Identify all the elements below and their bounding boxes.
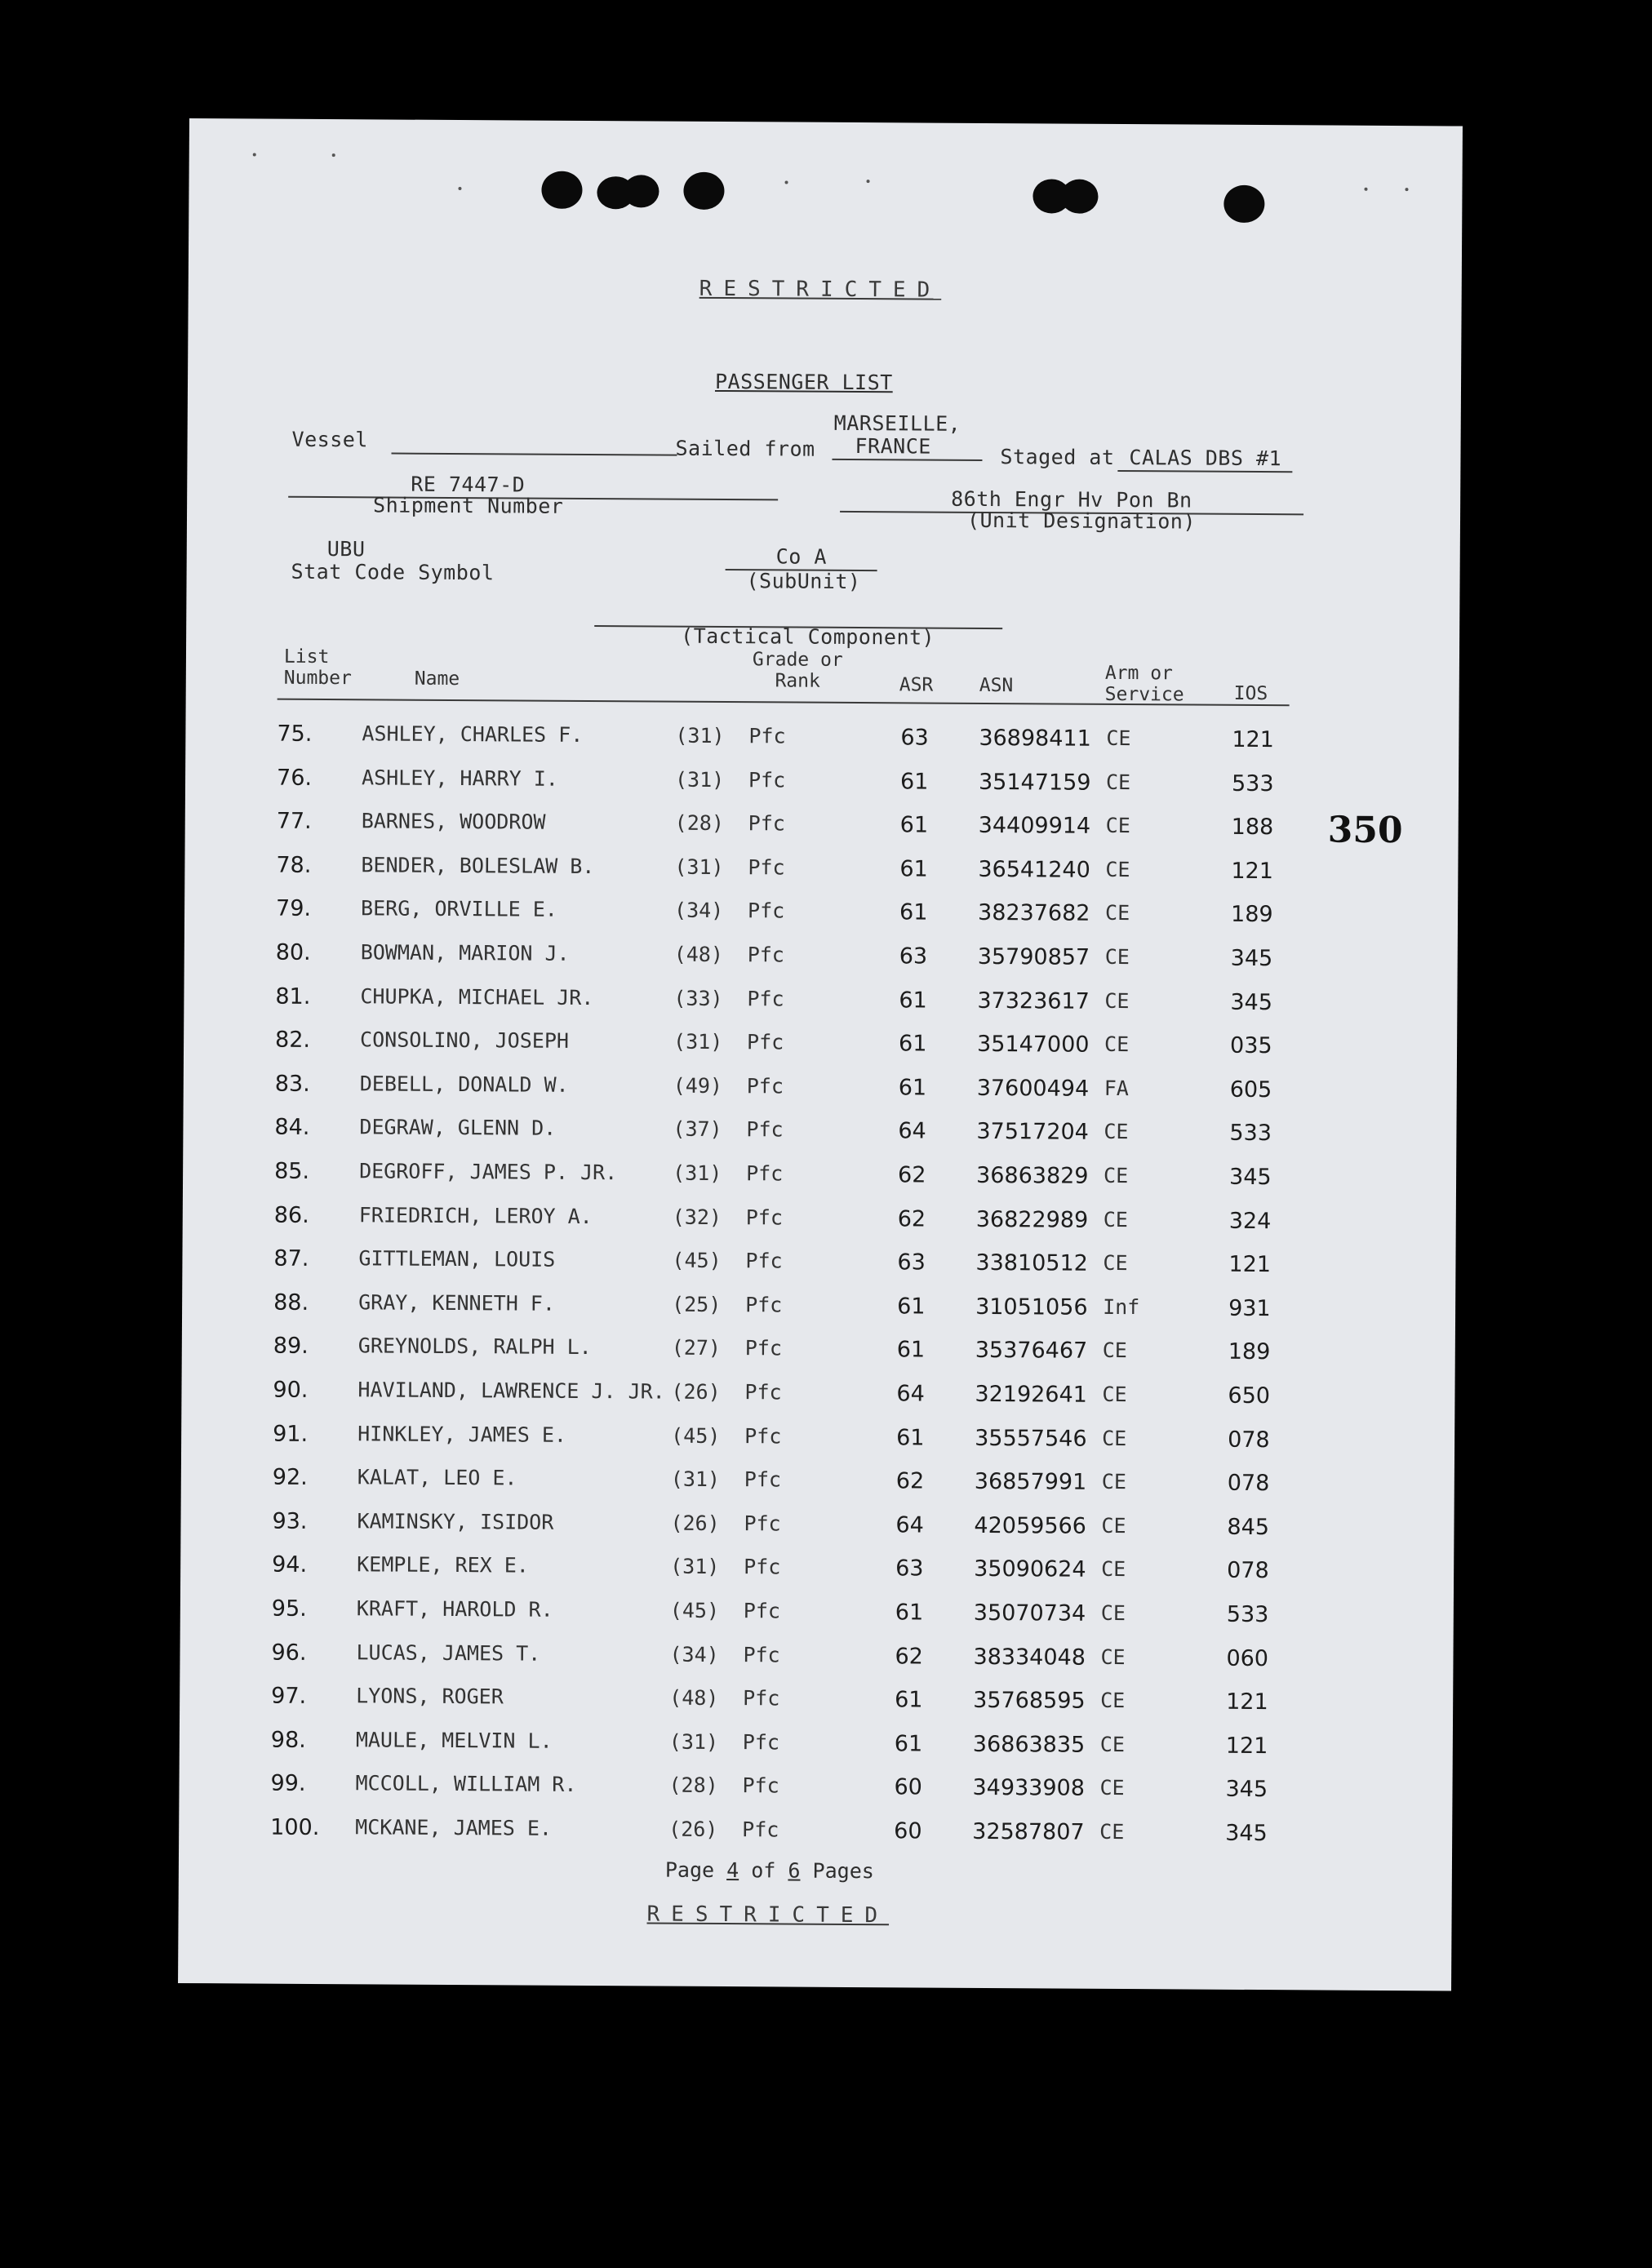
- table-row: [185, 808, 1459, 860]
- arm-service-cell: CE: [1104, 1163, 1129, 1188]
- grade-cell: Pfc: [743, 1686, 780, 1711]
- asn-cell: 42059566: [974, 1512, 1087, 1539]
- ios-cell: 345: [1229, 1164, 1272, 1191]
- header-grade: [753, 649, 843, 692]
- passenger-name-cell: HAVILAND, LAWRENCE J. JR.: [357, 1378, 665, 1404]
- arm-service-cell: CE: [1104, 944, 1130, 970]
- header-asr: ASR: [899, 674, 934, 696]
- punch-hole-icon: [623, 175, 659, 207]
- age-code-cell: (31): [674, 767, 725, 792]
- header-grade-line1: Grade or: [752, 649, 843, 671]
- age-code-cell: (45): [669, 1598, 720, 1622]
- table-row: [182, 1333, 1455, 1385]
- asn-cell: 38237682: [977, 900, 1090, 927]
- passenger-name-cell: GREYNOLDS, RALPH L.: [357, 1334, 592, 1360]
- passenger-name-cell: GRAY, KENNETH F.: [358, 1290, 556, 1316]
- grade-cell: Pfc: [748, 767, 786, 792]
- passenger-name-cell: ASHLEY, HARRY I.: [361, 765, 558, 791]
- table-row: [185, 765, 1459, 817]
- grade-cell: Pfc: [742, 1729, 780, 1755]
- asr-cell: 62: [895, 1468, 925, 1494]
- grade-cell: Pfc: [744, 1423, 782, 1449]
- asr-cell: 61: [898, 1075, 927, 1101]
- list-number-cell: 78.: [276, 852, 312, 878]
- arm-service-cell: CE: [1105, 814, 1130, 838]
- asn-cell: 36822989: [975, 1206, 1089, 1233]
- arm-service-cell: CE: [1102, 1382, 1127, 1407]
- asn-cell: 35376467: [975, 1338, 1088, 1365]
- asr-cell: 61: [898, 1031, 927, 1057]
- table-row: [184, 895, 1458, 948]
- list-number-cell: 99.: [270, 1771, 306, 1797]
- arm-service-cell: CE: [1100, 1600, 1126, 1626]
- ios-cell: 605: [1229, 1076, 1272, 1103]
- ios-cell: 845: [1227, 1514, 1270, 1540]
- arm-service-cell: CE: [1104, 1032, 1130, 1057]
- grade-cell: Pfc: [746, 1073, 784, 1098]
- list-number-cell: 98.: [270, 1727, 306, 1753]
- age-code-cell: (32): [672, 1205, 722, 1229]
- arm-service-cell: CE: [1101, 1470, 1127, 1494]
- asr-cell: 61: [895, 1687, 923, 1713]
- table-row: [182, 1289, 1455, 1342]
- asr-cell: 63: [900, 725, 929, 751]
- asn-cell: 34409914: [978, 813, 1091, 839]
- ios-cell: 121: [1225, 1733, 1268, 1759]
- table-row: [180, 1596, 1454, 1648]
- asn-cell: 36898411: [979, 725, 1091, 752]
- age-code-cell: (33): [673, 986, 723, 1010]
- age-code-cell: (45): [671, 1423, 721, 1448]
- unit-designation-value: 86th Engr Hv Pon Bn: [951, 486, 1192, 513]
- list-number-cell: 80.: [275, 939, 311, 965]
- ios-cell: 533: [1226, 1601, 1269, 1628]
- arm-service-cell: CE: [1101, 1513, 1126, 1538]
- table-row: [179, 1770, 1452, 1822]
- list-number-cell: 91.: [273, 1421, 309, 1447]
- age-code-cell: (31): [675, 723, 725, 748]
- list-number-cell: 89.: [273, 1334, 309, 1360]
- asn-cell: 38334048: [973, 1644, 1086, 1671]
- table-row: [180, 1683, 1453, 1735]
- header-grade-line2: Rank: [775, 670, 820, 692]
- grade-cell: Pfc: [744, 1467, 782, 1492]
- asr-cell: 61: [896, 1424, 925, 1451]
- grade-cell: Pfc: [744, 1555, 781, 1579]
- asn-cell: 35557546: [975, 1425, 1087, 1452]
- table-row: [182, 1245, 1455, 1298]
- header-arm-line2: Service: [1104, 683, 1184, 706]
- ios-cell: 189: [1228, 1339, 1271, 1365]
- asn-cell: 35070734: [973, 1600, 1086, 1627]
- asr-cell: 61: [899, 812, 929, 838]
- arm-service-cell: FA: [1104, 1076, 1129, 1100]
- passenger-name-cell: BARNES, WOODROW: [361, 809, 546, 834]
- list-number-cell: 97.: [271, 1683, 307, 1710]
- vessel-line: [391, 453, 677, 456]
- asn-cell: 32587807: [972, 1818, 1085, 1845]
- staged-at-label: Staged at: [1000, 445, 1115, 469]
- asn-cell: 35147159: [978, 769, 1091, 796]
- list-number-cell: 93.: [272, 1508, 308, 1534]
- table-row: [183, 1158, 1456, 1210]
- table-row: [184, 1071, 1457, 1123]
- asr-cell: 63: [895, 1556, 924, 1582]
- list-number-cell: 82.: [275, 1027, 311, 1054]
- passenger-name-cell: GITTLEMAN, LOUIS: [358, 1246, 556, 1272]
- age-code-cell: (48): [669, 1685, 719, 1711]
- list-number-cell: 83.: [274, 1071, 310, 1097]
- passenger-name-cell: BERG, ORVILLE E.: [361, 896, 558, 922]
- grade-cell: Pfc: [746, 1117, 784, 1142]
- table-row: [184, 939, 1458, 992]
- asr-cell: 64: [898, 1118, 926, 1144]
- table-row: [184, 983, 1457, 1036]
- tactical-component-label: (Tactical Component): [681, 624, 935, 650]
- asn-cell: 35768595: [973, 1688, 1086, 1714]
- table-row: [184, 852, 1458, 904]
- arm-service-cell: CE: [1100, 1689, 1126, 1713]
- asn-cell: 33810512: [975, 1250, 1088, 1276]
- passenger-name-cell: KEMPLE, REX E.: [357, 1552, 529, 1578]
- grade-cell: Pfc: [745, 1205, 784, 1230]
- asr-cell: 61: [895, 1600, 924, 1626]
- ios-cell: 533: [1229, 1121, 1272, 1147]
- age-code-cell: (31): [670, 1555, 720, 1579]
- asr-cell: 62: [897, 1205, 926, 1232]
- ios-cell: 078: [1227, 1558, 1269, 1584]
- list-number-cell: 76.: [276, 765, 313, 791]
- asn-cell: 36541240: [978, 856, 1090, 883]
- page-prefix: Page: [664, 1857, 715, 1882]
- table-row: [180, 1640, 1453, 1692]
- header-name: Name: [414, 668, 460, 690]
- arm-service-cell: CE: [1099, 1732, 1126, 1756]
- age-code-cell: (31): [673, 1029, 723, 1054]
- grade-cell: Pfc: [747, 943, 784, 967]
- ios-cell: 078: [1227, 1470, 1270, 1497]
- unit-designation-label: (Unit Designation): [966, 508, 1197, 534]
- ios-cell: 078: [1228, 1427, 1270, 1453]
- asn-cell: 36857991: [974, 1469, 1087, 1495]
- grade-cell: Pfc: [747, 899, 785, 923]
- asr-cell: 64: [895, 1512, 924, 1538]
- footer-restricted-title: RESTRICTED: [646, 1902, 890, 1928]
- asr-cell: 61: [899, 768, 929, 795]
- asn-cell: 34933908: [972, 1775, 1086, 1802]
- header-list-number-line1: List: [283, 646, 330, 668]
- age-code-cell: (31): [670, 1467, 721, 1492]
- ios-cell: 121: [1231, 858, 1274, 884]
- passenger-name-cell: MCCOLL, WILLIAM R.: [355, 1771, 577, 1797]
- passenger-name-cell: CHUPKA, MICHAEL JR.: [360, 983, 594, 1010]
- list-number-cell: 87.: [273, 1245, 309, 1272]
- page-current: 4: [726, 1858, 739, 1883]
- asr-cell: 60: [894, 1818, 922, 1844]
- staged-at-line: [1117, 470, 1292, 473]
- ios-cell: 188: [1231, 814, 1274, 841]
- asr-cell: 61: [894, 1731, 923, 1757]
- sailed-from-line: [832, 459, 982, 461]
- age-code-cell: (25): [672, 1292, 722, 1316]
- age-code-cell: (49): [673, 1073, 723, 1098]
- age-code-cell: (28): [668, 1773, 718, 1798]
- asr-cell: 63: [897, 1249, 926, 1276]
- shipment-number-value: RE 7447-D: [411, 472, 526, 497]
- age-code-cell: (45): [672, 1248, 722, 1273]
- grade-cell: Pfc: [744, 1511, 781, 1536]
- punch-hole-icon: [683, 172, 724, 210]
- asr-cell: 61: [897, 1294, 926, 1320]
- table-row: [180, 1508, 1454, 1560]
- list-number-cell: 95.: [271, 1596, 307, 1622]
- ios-cell: 189: [1230, 902, 1273, 928]
- punch-holes: [189, 118, 1463, 224]
- table-row: [181, 1377, 1454, 1429]
- ios-cell: 324: [1228, 1208, 1272, 1234]
- ios-cell: 345: [1225, 1820, 1268, 1847]
- list-number-cell: 94.: [272, 1552, 308, 1578]
- asr-cell: 63: [899, 943, 928, 970]
- arm-service-cell: CE: [1102, 1338, 1127, 1363]
- age-code-cell: (31): [673, 1161, 722, 1186]
- header-ios: IOS: [1233, 682, 1268, 705]
- subunit-value: Co A: [775, 544, 828, 569]
- ios-cell: 345: [1230, 989, 1273, 1015]
- table-row: [180, 1727, 1453, 1779]
- arm-service-cell: CE: [1105, 857, 1130, 881]
- age-code-cell: (34): [669, 1642, 719, 1667]
- header-restricted-title: RESTRICTED: [699, 276, 942, 303]
- table-row: [181, 1421, 1454, 1473]
- ios-cell: 121: [1226, 1689, 1268, 1715]
- list-number-cell: 96.: [271, 1640, 307, 1666]
- grade-cell: Pfc: [743, 1599, 781, 1623]
- passenger-name-cell: BOWMAN, MARION J.: [360, 940, 570, 965]
- asn-cell: 37600494: [976, 1075, 1090, 1102]
- passenger-name-cell: KAMINSKY, ISIDOR: [357, 1509, 554, 1534]
- arm-service-cell: CE: [1104, 1120, 1129, 1144]
- age-code-cell: (28): [674, 810, 725, 836]
- grade-cell: Pfc: [746, 1161, 784, 1186]
- grade-cell: Pfc: [747, 986, 784, 1011]
- arm-service-cell: CE: [1106, 726, 1131, 751]
- asr-cell: 62: [898, 1162, 926, 1188]
- header-arm-line1: Arm or: [1104, 662, 1174, 685]
- punch-hole-icon: [1060, 180, 1098, 214]
- asr-cell: 60: [894, 1774, 922, 1800]
- passenger-list-title: PASSENGER LIST: [714, 369, 893, 395]
- page-total: 6: [788, 1858, 801, 1883]
- age-code-cell: (27): [671, 1336, 722, 1360]
- age-code-cell: (31): [674, 854, 724, 879]
- list-number-cell: 79.: [275, 896, 312, 922]
- stat-code-label: Stat Code Symbol: [291, 559, 495, 585]
- asr-cell: 64: [896, 1381, 925, 1407]
- passenger-name-cell: DEGROFF, JAMES P. JR.: [359, 1159, 618, 1185]
- grade-cell: Pfc: [744, 1336, 783, 1360]
- grade-cell: Pfc: [748, 724, 786, 748]
- punch-hole-icon: [1223, 185, 1264, 223]
- ios-cell: 345: [1230, 945, 1273, 972]
- list-number-cell: 75.: [277, 721, 313, 747]
- passenger-name-cell: LUCAS, JAMES T.: [356, 1640, 541, 1666]
- list-number-cell: 84.: [274, 1115, 310, 1141]
- asn-cell: 35790857: [977, 943, 1090, 970]
- asr-cell: 61: [896, 1337, 926, 1363]
- subunit-label: (SubUnit): [746, 569, 861, 594]
- arm-service-cell: CE: [1099, 1819, 1125, 1844]
- age-code-cell: (37): [673, 1117, 722, 1142]
- ios-cell: 533: [1231, 770, 1274, 797]
- age-code-cell: (26): [670, 1511, 720, 1535]
- header-list-number: [284, 646, 352, 690]
- arm-service-cell: CE: [1104, 988, 1130, 1013]
- stat-code-value: UBU: [326, 537, 366, 561]
- sailed-from-label: Sailed from: [675, 436, 815, 461]
- passenger-name-cell: ASHLEY, CHARLES F.: [362, 721, 584, 747]
- arm-service-cell: CE: [1102, 1426, 1127, 1450]
- arm-service-cell: CE: [1101, 1557, 1126, 1582]
- passenger-name-cell: MAULE, MELVIN L.: [355, 1728, 553, 1753]
- grade-cell: Pfc: [748, 854, 785, 880]
- list-number-cell: 86.: [273, 1202, 309, 1228]
- passenger-name-cell: FRIEDRICH, LEROY A.: [358, 1202, 593, 1228]
- table-row: [181, 1464, 1454, 1516]
- passenger-name-cell: DEBELL, DONALD W.: [359, 1072, 569, 1097]
- grade-cell: Pfc: [747, 1030, 784, 1054]
- age-code-cell: (31): [668, 1729, 719, 1754]
- table-row: [185, 721, 1459, 773]
- ios-cell: 121: [1228, 1251, 1272, 1278]
- asn-cell: 36863829: [976, 1162, 1089, 1189]
- ios-cell: 650: [1228, 1383, 1271, 1409]
- list-number-cell: 77.: [276, 808, 312, 835]
- grade-cell: Pfc: [743, 1642, 780, 1667]
- page-of: of: [751, 1858, 776, 1883]
- asn-cell: 36863835: [972, 1731, 1086, 1758]
- list-number-cell: 85.: [274, 1158, 310, 1184]
- ios-cell: 060: [1226, 1645, 1269, 1671]
- document-page: [178, 118, 1463, 1991]
- list-number-cell: 90.: [273, 1377, 309, 1403]
- staged-at-value: CALAS DBS #1: [1129, 446, 1282, 471]
- passenger-name-cell: HINKLEY, JAMES E.: [357, 1421, 567, 1447]
- sailed-from-value-line1: MARSEILLE,: [833, 411, 961, 436]
- age-code-cell: (34): [673, 899, 724, 923]
- passenger-name-cell: CONSOLINO, JOSEPH: [360, 1027, 570, 1054]
- header-list-number-line2: Number: [283, 667, 352, 690]
- list-number-cell: 88.: [273, 1289, 309, 1316]
- header-arm-service: [1105, 663, 1184, 706]
- table-row: [180, 1551, 1454, 1604]
- arm-service-cell: CE: [1099, 1776, 1125, 1800]
- table-row: [183, 1114, 1456, 1166]
- age-code-cell: (26): [671, 1379, 721, 1405]
- passenger-name-cell: DEGRAW, GLENN D.: [359, 1115, 557, 1141]
- asn-cell: 32192641: [975, 1381, 1087, 1408]
- asr-cell: 62: [895, 1643, 923, 1670]
- asn-cell: 35147000: [976, 1032, 1090, 1058]
- asn-cell: 37323617: [977, 988, 1090, 1014]
- table-row: [183, 1202, 1456, 1254]
- list-number-cell: 100.: [270, 1814, 320, 1841]
- table-row: [184, 1027, 1457, 1079]
- arm-service-cell: CE: [1103, 1251, 1128, 1276]
- ios-cell: 121: [1232, 726, 1275, 753]
- arm-service-cell: CE: [1104, 901, 1130, 925]
- asr-cell: 61: [899, 899, 928, 925]
- ios-cell: 345: [1225, 1777, 1268, 1803]
- passenger-name-cell: KRAFT, HAROLD R.: [356, 1596, 553, 1622]
- page-indicator: [665, 1858, 874, 1884]
- grade-cell: Pfc: [742, 1773, 779, 1798]
- grade-cell: Pfc: [748, 811, 785, 836]
- grade-cell: Pfc: [744, 1380, 782, 1405]
- list-number-cell: 92.: [272, 1464, 308, 1491]
- header-asn: ASN: [979, 674, 1014, 697]
- asn-cell: 37517204: [976, 1119, 1089, 1146]
- sailed-from-value-line2: FRANCE: [855, 433, 931, 459]
- page-suffix: Pages: [812, 1858, 874, 1884]
- shipment-number-label: Shipment Number: [373, 493, 564, 518]
- ios-cell: 035: [1229, 1032, 1272, 1059]
- grade-cell: Pfc: [745, 1292, 783, 1317]
- passenger-name-cell: MCKANE, JAMES E.: [355, 1815, 553, 1840]
- stamp-number: 350: [1327, 809, 1403, 852]
- passenger-name-cell: LYONS, ROGER: [356, 1684, 504, 1709]
- asr-cell: 61: [899, 987, 927, 1014]
- list-number-cell: 81.: [275, 983, 311, 1010]
- asr-cell: 61: [899, 856, 928, 882]
- age-code-cell: (48): [673, 942, 724, 967]
- vessel-label: Vessel: [291, 427, 368, 452]
- age-code-cell: (26): [668, 1817, 718, 1841]
- grade-cell: Pfc: [745, 1249, 783, 1273]
- ios-cell: 931: [1228, 1295, 1271, 1321]
- asn-cell: 35090624: [974, 1556, 1086, 1583]
- arm-service-cell: CE: [1103, 1207, 1128, 1232]
- passenger-name-cell: KALAT, LEO E.: [357, 1465, 517, 1490]
- grade-cell: Pfc: [742, 1818, 779, 1842]
- arm-service-cell: CE: [1100, 1644, 1126, 1669]
- arm-service-cell: Inf: [1103, 1294, 1140, 1319]
- punch-hole-icon: [541, 171, 582, 209]
- passenger-name-cell: BENDER, BOLESLAW B.: [361, 853, 595, 878]
- arm-service-cell: CE: [1105, 770, 1131, 794]
- asn-cell: 31051056: [975, 1294, 1088, 1320]
